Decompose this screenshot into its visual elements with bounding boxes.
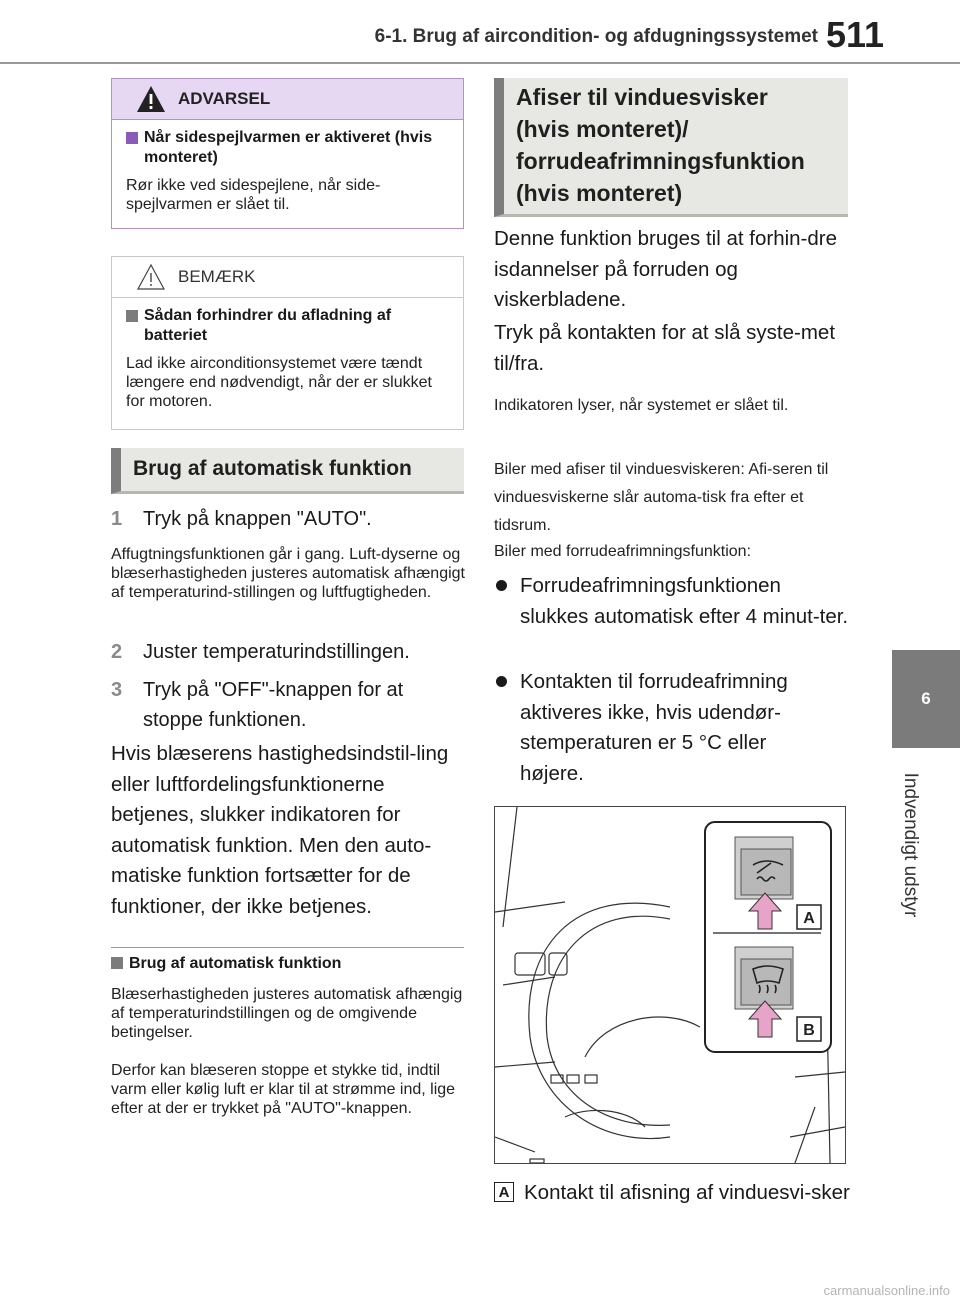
defog-paragraph-1: Denne funktion bruges til at forhin-dre isdannelser på forruden og viskerbladene. <box>494 227 838 311</box>
figure-caption <box>494 1178 854 1209</box>
defog-heading-line: (hvis monteret)/ <box>516 116 689 142</box>
warning-text: Rør ikke ved sidespejlene, når side-spejlvarmen er slået til. <box>126 177 381 213</box>
warning-triangle-icon <box>136 85 166 113</box>
figure-label-a: A <box>803 910 815 927</box>
auto-section-heading: Brug af automatisk funktion <box>111 448 464 494</box>
square-bullet-icon <box>111 957 123 969</box>
warning-heading-text: Når sidespejlvarmen er aktiveret (hvis monteret) <box>144 129 433 166</box>
step-number: 3 <box>111 679 123 701</box>
chapter-number-tab: 6 <box>892 650 960 748</box>
warning-heading <box>126 128 451 168</box>
defog-section-heading <box>494 78 848 217</box>
square-bullet-icon <box>126 132 138 144</box>
header-divider <box>0 62 960 64</box>
caption-label: A <box>494 1182 514 1202</box>
warning-title: ADVARSEL <box>178 89 271 108</box>
bullet-dot-icon <box>496 580 507 591</box>
subsection-divider <box>111 947 464 948</box>
bullet-dot-icon <box>496 676 507 687</box>
chapter-label: Indvendigt udstyr <box>900 772 921 918</box>
notice-title: BEMÆRK <box>178 267 256 286</box>
notice-box <box>111 256 464 430</box>
defog-paragraph-2: Tryk på kontakten for at slå syste-met til/fra. <box>494 321 836 375</box>
bullet-text: Forrudeafrimningsfunktionen slukkes automatisk efter 4 minut-ter. <box>520 574 849 628</box>
subsection-heading <box>111 955 464 973</box>
notice-box-header <box>112 257 463 298</box>
defog-note-3: Biler med forrudeafrimningsfunktion: <box>494 543 752 560</box>
step-number: 2 <box>111 641 123 663</box>
dashboard-illustration <box>495 807 845 1163</box>
notice-heading-text: Sådan forhindrer du afladning af batteriet <box>144 307 392 344</box>
figure-label-b: B <box>803 1022 815 1039</box>
step-1-note: Affugtningsfunktionen går i gang. Luft-dyserne og blæserhastigheden justeres automatisk afhængigt af temperaturind-stillingen og luftfugtigheden. <box>111 546 465 601</box>
step-number: 1 <box>111 508 123 530</box>
subsection-text-1: Blæserhastigheden justeres automatisk afhængig af temperaturindstillingen og de omgivende betingelser. <box>111 986 463 1041</box>
defog-heading-line: (hvis monteret) <box>516 180 683 206</box>
notice-heading <box>126 306 451 346</box>
dashboard-figure <box>494 806 846 1164</box>
defog-note-2: Biler med afiser til vinduesviskeren: Afi-seren til vinduesviskerne slår automa-tisk fra efter et tidsrum. <box>494 461 829 534</box>
caption-text: Kontakt til afisning af vinduesvi-sker <box>524 1181 850 1204</box>
section-title: 6-1. Brug af aircondition- og afdugningssystemet <box>374 26 818 47</box>
auto-paragraph: Hvis blæserens hastighedsindstil-ling eller luftfordelingsfunktionerne betjenes, slukker indikatoren for automatisk funktion. Men den auto-matiske funktion fortsætter for de funktioner, der ikke betjenes. <box>111 742 449 918</box>
notice-triangle-icon <box>136 263 166 291</box>
bullet-item <box>494 667 824 789</box>
step-1 <box>111 504 463 534</box>
page-number: 511 <box>826 14 885 55</box>
defog-note-1: Indikatoren lyser, når systemet er slået til. <box>494 397 789 414</box>
step-text: Juster temperaturindstillingen. <box>143 641 410 663</box>
step-text: Tryk på knappen "AUTO". <box>143 508 372 530</box>
step-text: Tryk på "OFF"-knappen for at stoppe funktionen. <box>143 679 404 731</box>
notice-text: Lad ikke airconditionsystemet være tændt længere end nødvendigt, når der er slukket for motoren. <box>126 355 432 410</box>
bullet-item <box>494 571 849 632</box>
step-3 <box>111 675 443 735</box>
watermark: carmanualsonline.info <box>823 1283 950 1298</box>
bullet-text: Kontakten til forrudeafrimning aktiveres ikke, hvis udendør-stemperaturen er 5 °C eller højere. <box>520 670 788 785</box>
subsection-heading-text: Brug af automatisk funktion <box>129 955 342 972</box>
defog-heading-line: forrudeafrimningsfunktion <box>516 148 805 174</box>
warning-box <box>111 78 464 229</box>
defog-heading-line: Afiser til vinduesvisker <box>516 84 768 110</box>
step-2 <box>111 637 463 667</box>
square-bullet-icon <box>126 310 138 322</box>
subsection-text-2: Derfor kan blæseren stoppe et stykke tid, indtil varm eller kølig luft er klar til at strømme ind, lige efter at der er trykket på "AUTO"-knappen. <box>111 1062 456 1117</box>
warning-box-header <box>112 79 463 120</box>
